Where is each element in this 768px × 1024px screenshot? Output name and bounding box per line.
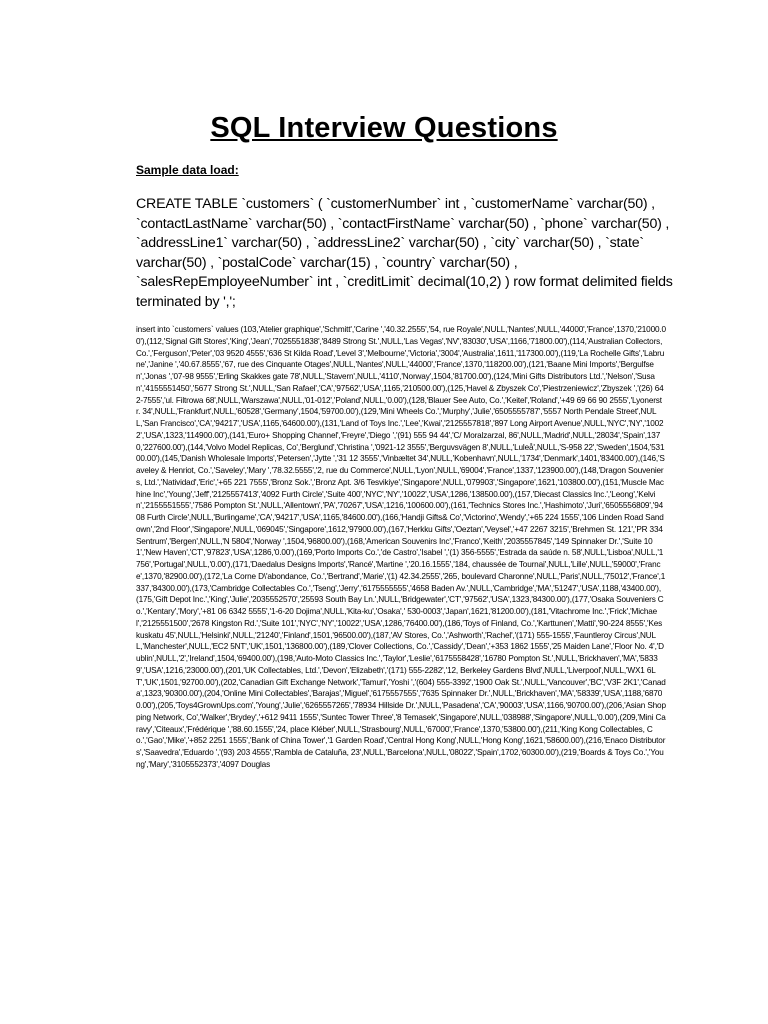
page-title: SQL Interview Questions xyxy=(210,112,558,144)
section-heading: Sample data load: xyxy=(136,163,239,177)
insert-statement: insert into `customers` values (103,'Atelier graphique','Schmitt','Carine ','40.32.2555','54, rue Royale',NULL,'Nantes',NULL,'44000','France',1370,'21000.00'),(112,'Signal Gift Stores','King','Jean','7025551838','8489 Strong St.',NULL,'Las Vegas','NV','83030','USA',1166,'71800.00'),(114,'Australian Collectors, Co.','Ferguson','Peter','03 9520 4555','636 St Kilda Road','Level 3','Melbourne','Victoria','3004','Australia',1611,'117300.00'),(119,'La Rochelle Gifts','Labrune','Janine ','40.67.8555','67, rue des Cinquante Otages',NULL,'Nantes',NULL,'44000','France',1370,'118200.00'),(121,'Baane Mini Imports','Bergulfsen','Jonas ','07-98 9555','Erling Skakkes gate 78',NULL,'Stavern',NULL,'4110','Norway',1504,'81700.00'),(124,'Mini Gifts Distributors Ltd.','Nelson','Susan','4155551450','5677 Strong St.',NULL,'San Rafael','CA','97562','USA',1165,'210500.00'),(125,'Havel & Zbyszek Co','Piestrzeniewicz','Zbyszek ','(26) 642-7555','ul. Filtrowa 68',NULL,'Warszawa',NULL,'01-012','Poland',NULL,'0.00'),(128,'Blauer See Auto, Co.','Keitel','Roland','+49 69 66 90 2555','Lyonerstr. 34',NULL,'Frankfurt',NULL,'60528','Germany',1504,'59700.00'),(129,'Mini Wheels Co.','Murphy','Julie','6505555787','5557 North Pendale Street',NULL,'San Francisco','CA','94217','USA',1165,'64600.00'),(131,'Land of Toys Inc.','Lee','Kwai','2125557818','897 Long Airport Avenue',NULL,'NYC','NY','10022','USA',1323,'114900.00'),(141,'Euro+ Shopping Channel','Freyre','Diego ','(91) 555 94 44','C/ Moralzarzal, 86',NULL,'Madrid',NULL,'28034','Spain',1370,'227600.00'),(144,'Volvo Model Replicas, Co','Berglund','Christina ','0921-12 3555','Berguvsvägen 8',NULL,'Luleå',NULL,'S-958 22','Sweden',1504,'53100.00'),(145,'Danish Wholesale Imports','Petersen','Jytte ','31 12 3555','Vinbæltet 34',NULL,'Kobenhavn',NULL,'1734','Denmark',1401,'83400.00'),(146,'Saveley & Henriot, Co.','Saveley','Mary ','78.32.5555','2, rue du Commerce',NULL,'Lyon',NULL,'69004','France',1337,'123900.00'),(148,'Dragon Souveniers, Ltd.','Natividad','Eric','+65 221 7555','Bronz Sok.','Bronz Apt. 3/6 Tesvikiye','Singapore',NULL,'079903','Singapore',1621,'103800.00'),(151,'Muscle Machine Inc','Young','Jeff','2125557413','4092 Furth Circle','Suite 400','NYC','NY','10022','USA',1286,'138500.00'),(157,'Diecast Classics Inc.','Leong','Kelvin','2155551555','7586 Pompton St.',NULL,'Allentown','PA','70267','USA',1216,'100600.00'),(161,'Technics Stores Inc.','Hashimoto','Juri','6505556809','9408 Furth Circle',NULL,'Burlingame','CA','94217','USA',1165,'84600.00'),(166,'Handji Gifts& Co','Victorino','Wendy','+65 224 1555','106 Linden Road Sandown','2nd Floor','Singapore',NULL,'069045','Singapore',1612,'97900.00'),(167,'Herkku Gifts','Oeztan','Veysel','+47 2267 3215','Brehmen St. 121','PR 334 Sentrum','Bergen',NULL,'N 5804','Norway ',1504,'96800.00'),(168,'American Souvenirs Inc','Franco','Keith','2035557845','149 Spinnaker Dr.','Suite 101','New Haven','CT','97823','USA',1286,'0.00'),(169,'Porto Imports Co.','de Castro','Isabel ','(1) 356-5555','Estrada da saúde n. 58',NULL,'Lisboa',NULL,'1756','Portugal',NULL,'0.00'),(171,'Daedalus Designs Imports','Rancé','Martine ','20.16.1555','184, chaussée de Tournai',NULL,'Lille',NULL,'59000','France',1370,'82900.00'),(172,'La Corne D\'abondance, Co.','Bertrand','Marie','(1) 42.34.2555','265, boulevard Charonne',NULL,'Paris',NULL,'75012','France',1337,'84300.00'),(173,'Cambridge Collectables Co.','Tseng','Jerry','6175555555','4658 Baden Av.',NULL,'Cambridge','MA','51247','USA',1188,'43400.00'),(175,'Gift Depot Inc.','King','Julie','2035552570','25593 South Bay Ln.',NULL,'Bridgewater','CT','97562','USA',1323,'84300.00'),(177,'Osaka Souveniers Co.','Kentary','Mory','+81 06 6342 5555','1-6-20 Dojima',NULL,'Kita-ku','Osaka',' 530-0003','Japan',1621,'81200.00'),(181,'Vitachrome Inc.','Frick','Michael','2125551500','2678 Kingston Rd.','Suite 101','NYC','NY','10022','USA',1286,'76400.00'),(186,'Toys of Finland, Co.','Karttunen','Matti','90-224 8555','Keskuskatu 45',NULL,'Helsinki',NULL,'21240','Finland',1501,'96500.00'),(187,'AV Stores, Co.','Ashworth','Rachel','(171) 555-1555','Fauntleroy Circus',NULL,'Manchester',NULL,'EC2 5NT','UK',1501,'136800.00'),(189,'Clover Collections, Co.','Cassidy','Dean','+353 1862 1555','25 Maiden Lane','Floor No. 4','Dublin',NULL,'2','Ireland',1504,'69400.00'),(198,'Auto-Moto Classics Inc.','Taylor','Leslie','6175558428','16780 Pompton St.',NULL,'Brickhaven','MA','58339','USA',1216,'23000.00'),(201,'UK Collectables, Ltd.','Devon','Elizabeth','(171) 555-2282','12, Berkeley Gardens Blvd',NULL,'Liverpool',NULL,'WX1 6LT','UK',1501,'92700.00'),(202,'Canadian Gift Exchange Network','Tamuri','Yoshi ','(604) 555-3392','1900 Oak St.',NULL,'Vancouver','BC','V3F 2K1','Canada',1323,'90300.00'),(204,'Online Mini Collectables','Barajas','Miguel','6175557555','7635 Spinnaker Dr.',NULL,'Brickhaven','MA','58339','USA',1188,'68700.00'),(205,'Toys4GrownUps.com','Young','Julie','6265557265','78934 Hillside Dr.',NULL,'Pasadena','CA','90003','USA',1166,'90700.00'),(206,'Asian Shopping Network, Co','Walker','Brydey','+612 9411 1555','Suntec Tower Three','8 Temasek','Singapore',NULL,'038988','Singapore',NULL,'0.00'),(209,'Mini Caravy','Citeaux','Frédérique ','88.60.1555','24, place Kléber',NULL,'Strasbourg',NULL,'67000','France',1370,'53800.00'),(211,'King Kong Collectables, Co.','Gao','Mike','+852 2251 1555','Bank of China Tower','1 Garden Road','Central Hong Kong',NULL,'Hong Kong',1621,'58600.00'),(216,'Enaco Distributors','Saavedra','Eduardo ','(93) 203 4555','Rambla de Cataluña, 23',NULL,'Barcelona',NULL,'08022','Spain',1702,'60300.00'),(219,'Boards & Toys Co.','Young','Mary','3105552373','4097 Douglas xyxy=(136,325,666,769)
create-table-statement: CREATE TABLE `customers` ( `customerNumber` int , `customerName` varchar(50) , `contactLastName` varchar(50) , `contactFirstName` varchar(50) , `phone` varchar(50) , `addressLine1` varchar(50) , `addressLine2` varchar(50) , `city` varchar(50) , `state` varchar(50) , `postalCode` varchar(15) , `country` varchar(50) , `salesRepEmployeeNumber` int , `creditLimit` decimal(10,2) ) row format delimited fields terminated by ','; xyxy=(136,196,673,310)
